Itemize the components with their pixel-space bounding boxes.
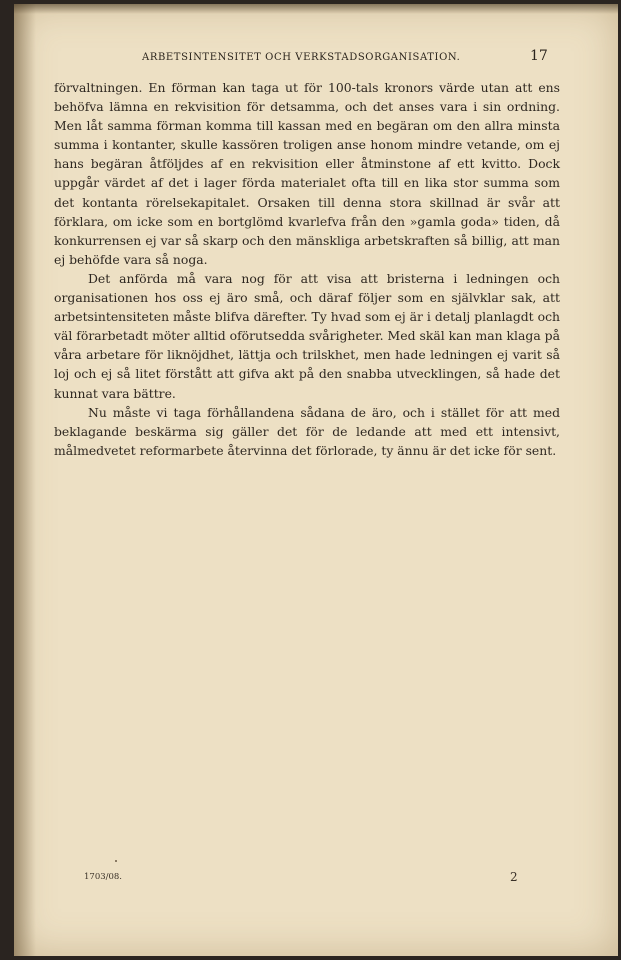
paragraph-1: förvaltningen. En förman kan taga ut för 100-tals kronors värde utan att ens behöfva lämna en rekvisition för detsamma, och det anses vara i sin ordning. Men låt samma förman komma till kassan med en begäran om den allra minsta summa i kontanter, skulle kassören troligen anse honom mindre vetande, om ej hans begäran åtföljdes af en rekvisition eller åtminstone af ett kvitto. Dock uppgår värdet af det i lager förda materialet ofta till en lika stor summa som det kontanta rörelsekapitalet. Orsaken till denna stora skillnad är svår att förklara, om icke som en bortglömd kvarlefva från den »gamla goda» tiden, då konkurrensen ej var så skarp och den mänskliga arbetskraften så billig, att man ej behöfde vara så noga. xyxy=(54,80,560,267)
sheet-number: 2 xyxy=(510,870,518,884)
printer-signature-mark: 1703/08. xyxy=(84,872,123,882)
body-text xyxy=(54,78,560,460)
paragraph-2: Det anförda må vara nog för att visa att bristerna i ledningen och organisationen hos oss ej äro små, och däraf följer som en självklar sak, att arbetsintensiteten måste blifva därefter. Ty hvad som ej är i detalj planlagdt och väl förarbetadt möter alltid oförutsedda svårigheter. Med skäl kan man klaga på våra arbetare för liknöjdhet, lättja och trilskhet, men hade ledningen ej varit så loj och ej så litet förstått att gifva akt på den snabba utvecklingen, så hade det kunnat vara bättre. xyxy=(54,270,560,401)
page-number: 17 xyxy=(530,48,548,64)
top-edge-shadow xyxy=(14,4,618,14)
binding-shadow xyxy=(14,4,36,956)
book-page xyxy=(14,4,618,956)
paper-fleck xyxy=(115,860,117,862)
running-title: ARBETSINTENSITET OCH VERKSTADSORGANISATION. xyxy=(142,52,461,63)
paragraph-3: Nu måste vi taga förhållandena sådana de äro, och i stället för att med beklagande beskärma sig gäller det för de ledande att med ett intensivt, målmedvetet reformarbete återvinna det förlorade, ty ännu är det icke för sent. xyxy=(54,404,560,458)
